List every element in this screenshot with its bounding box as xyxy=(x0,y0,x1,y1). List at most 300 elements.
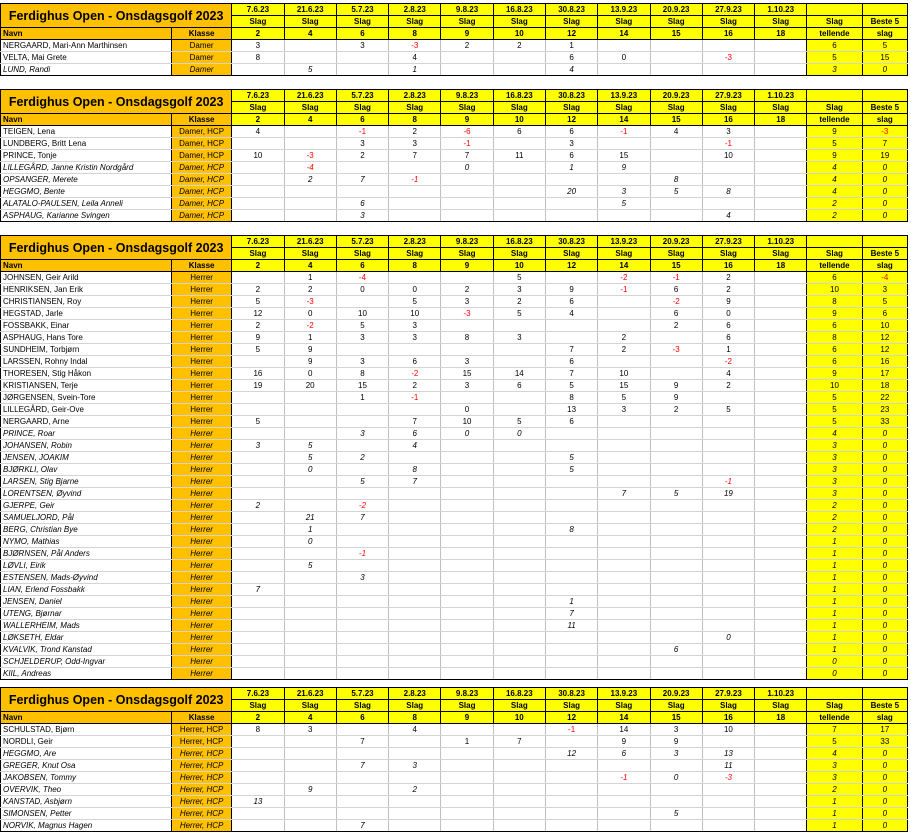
score-cell[interactable] xyxy=(650,524,702,536)
score-cell[interactable] xyxy=(336,162,388,174)
player-name-cell[interactable]: HEGSTAD, Jarle xyxy=(1,308,172,320)
class-cell[interactable]: Herrer xyxy=(171,608,231,620)
best-five-cell[interactable]: 0 xyxy=(862,584,907,596)
score-cell[interactable] xyxy=(493,584,545,596)
score-cell[interactable] xyxy=(702,512,754,524)
score-cell[interactable] xyxy=(336,748,388,760)
score-cell[interactable] xyxy=(232,536,284,548)
player-name-cell[interactable]: JØRGENSEN, Svein-Tore xyxy=(1,392,172,404)
score-cell[interactable]: 10 xyxy=(702,724,754,736)
score-cell[interactable] xyxy=(755,748,807,760)
score-cell[interactable] xyxy=(441,452,493,464)
score-cell[interactable] xyxy=(650,784,702,796)
class-cell[interactable]: Herrer, HCP xyxy=(171,784,231,796)
score-cell[interactable] xyxy=(702,500,754,512)
score-cell[interactable] xyxy=(755,656,807,668)
score-cell[interactable] xyxy=(545,320,597,332)
class-cell[interactable]: Herrer xyxy=(171,536,231,548)
score-cell[interactable] xyxy=(284,608,336,620)
class-cell[interactable]: Herrer, HCP xyxy=(171,772,231,784)
score-cell[interactable] xyxy=(755,296,807,308)
class-cell[interactable]: Herrer xyxy=(171,668,231,680)
score-cell[interactable]: 6 xyxy=(650,644,702,656)
date-header[interactable]: 21.6.23 xyxy=(284,4,336,16)
score-cell[interactable] xyxy=(493,210,545,222)
score-cell[interactable] xyxy=(493,440,545,452)
player-name-cell[interactable]: OPSANGER, Merete xyxy=(1,174,172,186)
score-cell[interactable] xyxy=(702,784,754,796)
score-cell[interactable] xyxy=(232,210,284,222)
score-cell[interactable] xyxy=(755,464,807,476)
score-cell[interactable]: 6 xyxy=(598,748,650,760)
class-cell[interactable]: Damer, HCP xyxy=(171,210,231,222)
score-cell[interactable] xyxy=(650,796,702,808)
rounds-counted-cell[interactable]: 6 xyxy=(807,272,862,284)
score-cell[interactable] xyxy=(545,548,597,560)
score-cell[interactable] xyxy=(284,644,336,656)
class-cell[interactable]: Herrer xyxy=(171,548,231,560)
score-cell[interactable]: 6 xyxy=(545,356,597,368)
score-cell[interactable] xyxy=(598,572,650,584)
date-header[interactable]: 16.8.23 xyxy=(493,4,545,16)
date-header[interactable]: 16.8.23 xyxy=(493,688,545,700)
score-cell[interactable] xyxy=(493,512,545,524)
score-cell[interactable] xyxy=(232,198,284,210)
score-cell[interactable]: 20 xyxy=(284,380,336,392)
rounds-counted-cell[interactable]: 5 xyxy=(807,392,862,404)
rounds-counted-cell[interactable]: 8 xyxy=(807,296,862,308)
score-cell[interactable]: 1 xyxy=(545,596,597,608)
score-cell[interactable]: -3 xyxy=(441,308,493,320)
score-cell[interactable]: 3 xyxy=(441,380,493,392)
score-cell[interactable]: 14 xyxy=(493,368,545,380)
score-cell[interactable] xyxy=(755,796,807,808)
score-cell[interactable]: 9 xyxy=(598,162,650,174)
score-cell[interactable]: 6 xyxy=(545,296,597,308)
score-cell[interactable]: 4 xyxy=(545,308,597,320)
score-cell[interactable] xyxy=(598,560,650,572)
date-header[interactable]: 9.8.23 xyxy=(441,4,493,16)
player-name-cell[interactable]: ESTENSEN, Mads-Øyvind xyxy=(1,572,172,584)
score-cell[interactable] xyxy=(598,64,650,76)
score-cell[interactable] xyxy=(232,452,284,464)
rounds-counted-cell[interactable]: 10 xyxy=(807,284,862,296)
score-cell[interactable]: 6 xyxy=(702,332,754,344)
score-cell[interactable] xyxy=(441,808,493,820)
score-cell[interactable] xyxy=(284,52,336,64)
rounds-counted-cell[interactable]: 3 xyxy=(807,452,862,464)
score-cell[interactable] xyxy=(389,488,441,500)
best-five-cell[interactable]: 0 xyxy=(862,174,907,186)
score-cell[interactable] xyxy=(545,332,597,344)
score-cell[interactable] xyxy=(755,404,807,416)
score-cell[interactable] xyxy=(441,748,493,760)
score-cell[interactable] xyxy=(755,368,807,380)
score-cell[interactable] xyxy=(441,820,493,832)
score-cell[interactable] xyxy=(493,760,545,772)
score-cell[interactable]: 3 xyxy=(389,138,441,150)
score-cell[interactable] xyxy=(232,784,284,796)
score-cell[interactable] xyxy=(232,608,284,620)
score-cell[interactable] xyxy=(336,536,388,548)
score-cell[interactable]: 3 xyxy=(232,440,284,452)
player-name-cell[interactable]: LØVLI, Eirik xyxy=(1,560,172,572)
date-header[interactable]: 13.9.23 xyxy=(598,236,650,248)
date-header[interactable]: 9.8.23 xyxy=(441,688,493,700)
name-column-header[interactable]: Navn xyxy=(1,712,172,724)
score-cell[interactable]: -1 xyxy=(598,126,650,138)
class-cell[interactable]: Herrer, HCP xyxy=(171,808,231,820)
score-cell[interactable]: 2 xyxy=(336,150,388,162)
score-cell[interactable] xyxy=(755,760,807,772)
score-cell[interactable]: 19 xyxy=(702,488,754,500)
score-cell[interactable] xyxy=(284,632,336,644)
score-cell[interactable] xyxy=(284,40,336,52)
score-cell[interactable] xyxy=(493,198,545,210)
score-cell[interactable] xyxy=(232,476,284,488)
score-cell[interactable] xyxy=(755,186,807,198)
player-name-cell[interactable]: LARSSEN, Rohny Indal xyxy=(1,356,172,368)
score-cell[interactable] xyxy=(389,162,441,174)
class-cell[interactable]: Herrer xyxy=(171,392,231,404)
score-cell[interactable] xyxy=(650,632,702,644)
score-cell[interactable] xyxy=(755,52,807,64)
best-five-cell[interactable]: 0 xyxy=(862,632,907,644)
date-header[interactable]: 7.6.23 xyxy=(232,90,284,102)
score-cell[interactable] xyxy=(493,344,545,356)
rounds-counted-cell[interactable]: 5 xyxy=(807,52,862,64)
score-cell[interactable] xyxy=(284,416,336,428)
best-five-cell[interactable]: 19 xyxy=(862,150,907,162)
player-name-cell[interactable]: ASPHAUG, Hans Tore xyxy=(1,332,172,344)
score-cell[interactable] xyxy=(598,308,650,320)
score-cell[interactable]: 13 xyxy=(545,404,597,416)
score-cell[interactable] xyxy=(545,536,597,548)
rounds-counted-cell[interactable]: 2 xyxy=(807,198,862,210)
score-cell[interactable]: 3 xyxy=(336,210,388,222)
score-cell[interactable] xyxy=(284,198,336,210)
score-cell[interactable] xyxy=(441,210,493,222)
score-cell[interactable]: 10 xyxy=(336,308,388,320)
score-cell[interactable] xyxy=(702,584,754,596)
score-cell[interactable] xyxy=(336,608,388,620)
score-cell[interactable] xyxy=(389,524,441,536)
score-cell[interactable] xyxy=(755,512,807,524)
score-cell[interactable]: 0 xyxy=(598,52,650,64)
player-name-cell[interactable]: BERG, Christian Bye xyxy=(1,524,172,536)
score-cell[interactable] xyxy=(755,452,807,464)
score-cell[interactable]: 5 xyxy=(284,64,336,76)
score-cell[interactable]: 7 xyxy=(545,344,597,356)
score-cell[interactable] xyxy=(441,608,493,620)
best-five-cell[interactable]: 18 xyxy=(862,380,907,392)
class-cell[interactable]: Herrer xyxy=(171,632,231,644)
score-cell[interactable] xyxy=(232,668,284,680)
score-cell[interactable] xyxy=(755,572,807,584)
date-header[interactable]: 2.8.23 xyxy=(389,688,441,700)
score-cell[interactable]: 16 xyxy=(232,368,284,380)
score-cell[interactable]: 5 xyxy=(702,404,754,416)
score-cell[interactable]: 2 xyxy=(702,272,754,284)
score-cell[interactable] xyxy=(389,608,441,620)
score-cell[interactable] xyxy=(650,162,702,174)
rounds-counted-cell[interactable]: 9 xyxy=(807,308,862,320)
score-cell[interactable]: 4 xyxy=(389,724,441,736)
player-name-cell[interactable]: JENSEN, JOAKIM xyxy=(1,452,172,464)
rounds-counted-cell[interactable]: 6 xyxy=(807,344,862,356)
class-cell[interactable]: Herrer xyxy=(171,416,231,428)
score-cell[interactable] xyxy=(389,404,441,416)
score-cell[interactable]: 3 xyxy=(598,186,650,198)
rounds-counted-cell[interactable]: 5 xyxy=(807,736,862,748)
score-cell[interactable] xyxy=(493,548,545,560)
score-cell[interactable]: -1 xyxy=(441,138,493,150)
score-cell[interactable] xyxy=(702,548,754,560)
score-cell[interactable] xyxy=(284,476,336,488)
score-cell[interactable] xyxy=(336,52,388,64)
score-cell[interactable] xyxy=(650,572,702,584)
score-cell[interactable]: 10 xyxy=(232,150,284,162)
score-cell[interactable]: 19 xyxy=(232,380,284,392)
score-cell[interactable]: 5 xyxy=(650,808,702,820)
score-cell[interactable] xyxy=(650,52,702,64)
player-name-cell[interactable]: LORENTSEN, Øyvind xyxy=(1,488,172,500)
score-cell[interactable] xyxy=(650,500,702,512)
class-column-header[interactable]: Klasse xyxy=(171,114,231,126)
score-cell[interactable] xyxy=(336,186,388,198)
score-cell[interactable]: 6 xyxy=(493,380,545,392)
class-cell[interactable]: Herrer xyxy=(171,596,231,608)
player-name-cell[interactable]: GREGER, Knut Osa xyxy=(1,760,172,772)
score-cell[interactable] xyxy=(650,620,702,632)
class-cell[interactable]: Herrer, HCP xyxy=(171,820,231,832)
score-cell[interactable] xyxy=(493,464,545,476)
score-cell[interactable]: -3 xyxy=(702,772,754,784)
rounds-counted-cell[interactable]: 7 xyxy=(807,724,862,736)
best-five-cell[interactable]: 0 xyxy=(862,784,907,796)
score-cell[interactable] xyxy=(389,272,441,284)
score-cell[interactable] xyxy=(493,392,545,404)
score-cell[interactable] xyxy=(336,344,388,356)
score-cell[interactable] xyxy=(232,138,284,150)
score-cell[interactable]: 5 xyxy=(232,416,284,428)
class-cell[interactable]: Herrer, HCP xyxy=(171,796,231,808)
score-cell[interactable] xyxy=(493,356,545,368)
score-cell[interactable]: -2 xyxy=(650,296,702,308)
score-cell[interactable] xyxy=(232,272,284,284)
best-five-cell[interactable]: 0 xyxy=(862,64,907,76)
score-cell[interactable] xyxy=(441,596,493,608)
score-cell[interactable] xyxy=(389,452,441,464)
best-five-cell[interactable]: 0 xyxy=(862,186,907,198)
class-cell[interactable]: Herrer xyxy=(171,380,231,392)
player-name-cell[interactable]: BJØRKLI, Olav xyxy=(1,464,172,476)
score-cell[interactable]: 3 xyxy=(493,284,545,296)
score-cell[interactable] xyxy=(755,596,807,608)
score-cell[interactable] xyxy=(598,500,650,512)
score-cell[interactable] xyxy=(336,772,388,784)
date-header[interactable]: 27.9.23 xyxy=(702,4,754,16)
score-cell[interactable]: 2 xyxy=(598,332,650,344)
score-cell[interactable] xyxy=(755,64,807,76)
score-cell[interactable]: 3 xyxy=(336,356,388,368)
score-cell[interactable] xyxy=(702,428,754,440)
score-cell[interactable]: 10 xyxy=(598,368,650,380)
score-cell[interactable]: 2 xyxy=(441,284,493,296)
class-column-header[interactable]: Klasse xyxy=(171,28,231,40)
rounds-counted-cell[interactable]: 4 xyxy=(807,174,862,186)
class-column-header[interactable]: Klasse xyxy=(171,260,231,272)
best-five-cell[interactable]: -4 xyxy=(862,272,907,284)
score-cell[interactable]: 9 xyxy=(702,296,754,308)
score-cell[interactable] xyxy=(493,796,545,808)
score-cell[interactable]: 0 xyxy=(336,284,388,296)
score-cell[interactable] xyxy=(545,796,597,808)
date-header[interactable]: 30.8.23 xyxy=(545,90,597,102)
score-cell[interactable]: -1 xyxy=(702,138,754,150)
score-cell[interactable] xyxy=(441,512,493,524)
score-cell[interactable]: 5 xyxy=(232,296,284,308)
score-cell[interactable]: 2 xyxy=(232,284,284,296)
score-cell[interactable]: 10 xyxy=(389,308,441,320)
score-cell[interactable] xyxy=(598,416,650,428)
score-cell[interactable]: 4 xyxy=(650,126,702,138)
score-cell[interactable] xyxy=(702,174,754,186)
best-five-cell[interactable]: 0 xyxy=(862,464,907,476)
class-cell[interactable]: Herrer xyxy=(171,452,231,464)
score-cell[interactable]: 7 xyxy=(389,150,441,162)
score-cell[interactable]: 3 xyxy=(232,40,284,52)
score-cell[interactable] xyxy=(336,620,388,632)
score-cell[interactable]: 2 xyxy=(389,784,441,796)
player-name-cell[interactable]: ALATALO-PAULSEN, Leila Anneli xyxy=(1,198,172,210)
player-name-cell[interactable]: SIMONSEN, Petter xyxy=(1,808,172,820)
score-cell[interactable]: 8 xyxy=(232,724,284,736)
score-cell[interactable] xyxy=(650,596,702,608)
player-name-cell[interactable]: NYMO, Mathias xyxy=(1,536,172,548)
score-cell[interactable]: 6 xyxy=(545,126,597,138)
rounds-counted-cell[interactable]: 10 xyxy=(807,380,862,392)
score-cell[interactable] xyxy=(389,596,441,608)
score-cell[interactable]: 2 xyxy=(493,40,545,52)
class-cell[interactable]: Herrer xyxy=(171,284,231,296)
best-five-cell[interactable]: 23 xyxy=(862,404,907,416)
score-cell[interactable]: 5 xyxy=(336,476,388,488)
best-five-cell[interactable]: 0 xyxy=(862,656,907,668)
rounds-counted-cell[interactable]: 6 xyxy=(807,40,862,52)
score-cell[interactable] xyxy=(284,796,336,808)
score-cell[interactable] xyxy=(232,404,284,416)
score-cell[interactable] xyxy=(389,620,441,632)
player-name-cell[interactable]: CHRISTIANSEN, Roy xyxy=(1,296,172,308)
score-cell[interactable] xyxy=(284,210,336,222)
class-cell[interactable]: Herrer xyxy=(171,512,231,524)
score-cell[interactable]: 2 xyxy=(702,380,754,392)
score-cell[interactable]: 5 xyxy=(598,392,650,404)
player-name-cell[interactable]: LUND, Randi xyxy=(1,64,172,76)
score-cell[interactable]: -3 xyxy=(389,40,441,52)
score-cell[interactable] xyxy=(441,760,493,772)
score-cell[interactable] xyxy=(493,52,545,64)
score-cell[interactable]: 6 xyxy=(650,284,702,296)
score-cell[interactable]: 9 xyxy=(232,332,284,344)
score-cell[interactable]: 3 xyxy=(336,332,388,344)
score-cell[interactable] xyxy=(284,548,336,560)
date-header[interactable]: 5.7.23 xyxy=(336,90,388,102)
best-five-cell[interactable]: 0 xyxy=(862,476,907,488)
class-cell[interactable]: Herrer xyxy=(171,584,231,596)
score-cell[interactable] xyxy=(545,488,597,500)
class-cell[interactable]: Herrer xyxy=(171,404,231,416)
best-five-cell[interactable]: 5 xyxy=(862,40,907,52)
rounds-counted-cell[interactable]: 5 xyxy=(807,404,862,416)
score-cell[interactable]: 3 xyxy=(336,572,388,584)
class-cell[interactable]: Herrer xyxy=(171,428,231,440)
score-cell[interactable]: 6 xyxy=(545,416,597,428)
score-cell[interactable]: 2 xyxy=(702,284,754,296)
score-cell[interactable] xyxy=(598,210,650,222)
class-cell[interactable]: Herrer, HCP xyxy=(171,760,231,772)
score-cell[interactable]: 11 xyxy=(702,760,754,772)
score-cell[interactable] xyxy=(598,596,650,608)
score-cell[interactable] xyxy=(545,736,597,748)
score-cell[interactable]: 2 xyxy=(336,452,388,464)
score-cell[interactable] xyxy=(284,760,336,772)
best-five-cell[interactable]: 5 xyxy=(862,296,907,308)
score-cell[interactable] xyxy=(493,536,545,548)
score-cell[interactable] xyxy=(336,440,388,452)
rounds-counted-cell[interactable]: 3 xyxy=(807,64,862,76)
class-cell[interactable]: Herrer xyxy=(171,488,231,500)
score-cell[interactable] xyxy=(650,560,702,572)
score-cell[interactable]: 21 xyxy=(284,512,336,524)
score-cell[interactable]: 8 xyxy=(545,392,597,404)
date-header[interactable]: 2.8.23 xyxy=(389,236,441,248)
score-cell[interactable] xyxy=(702,40,754,52)
score-cell[interactable] xyxy=(336,668,388,680)
class-cell[interactable]: Herrer xyxy=(171,344,231,356)
best-five-cell[interactable]: 0 xyxy=(862,772,907,784)
score-cell[interactable] xyxy=(493,452,545,464)
class-cell[interactable]: Herrer xyxy=(171,572,231,584)
score-cell[interactable]: 8 xyxy=(441,332,493,344)
score-cell[interactable] xyxy=(441,440,493,452)
player-name-cell[interactable]: HENRIKSEN, Jan Erik xyxy=(1,284,172,296)
score-cell[interactable] xyxy=(545,476,597,488)
score-cell[interactable] xyxy=(598,320,650,332)
score-cell[interactable] xyxy=(441,500,493,512)
score-cell[interactable]: 1 xyxy=(441,736,493,748)
score-cell[interactable] xyxy=(702,464,754,476)
score-cell[interactable]: 7 xyxy=(232,584,284,596)
score-cell[interactable] xyxy=(389,796,441,808)
score-cell[interactable]: -1 xyxy=(389,392,441,404)
score-cell[interactable] xyxy=(650,820,702,832)
score-cell[interactable] xyxy=(336,632,388,644)
score-cell[interactable] xyxy=(493,138,545,150)
best-five-cell[interactable]: 0 xyxy=(862,596,907,608)
score-cell[interactable] xyxy=(493,488,545,500)
score-cell[interactable] xyxy=(702,452,754,464)
score-cell[interactable]: 5 xyxy=(284,440,336,452)
rounds-counted-cell[interactable]: 9 xyxy=(807,368,862,380)
score-cell[interactable] xyxy=(702,620,754,632)
score-cell[interactable] xyxy=(702,656,754,668)
score-cell[interactable] xyxy=(493,174,545,186)
best-five-cell[interactable]: 0 xyxy=(862,620,907,632)
date-header[interactable]: 20.9.23 xyxy=(650,90,702,102)
score-cell[interactable] xyxy=(284,488,336,500)
